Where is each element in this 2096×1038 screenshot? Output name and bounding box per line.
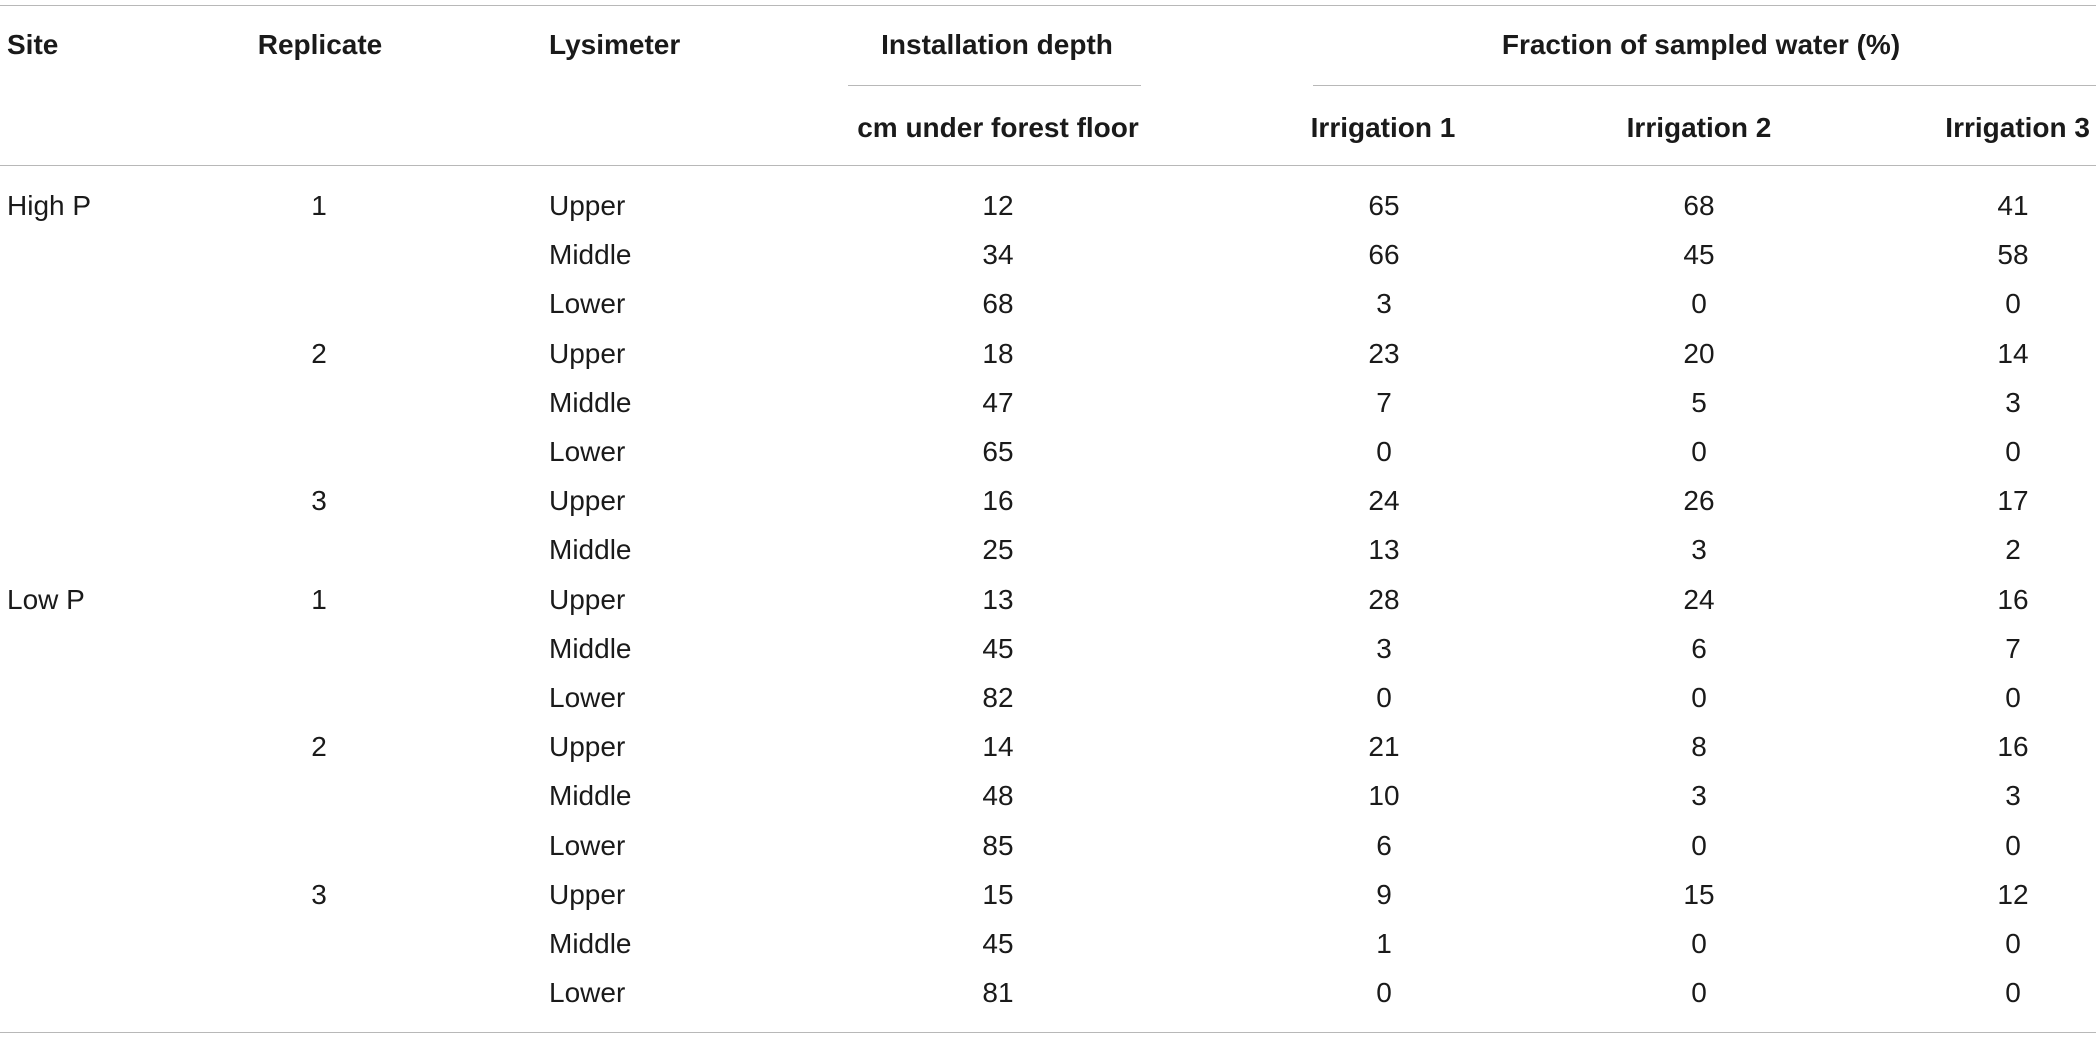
cell-irrigation-1: 21 [1368,731,1400,762]
cell-irrigation-1: 28 [1368,584,1400,615]
cell-depth: 16 [982,485,1014,516]
cell-irrigation-3: 2 [2005,534,2021,565]
cell-lysimeter: Upper [549,190,626,221]
cell-lysimeter: Lower [549,436,626,467]
cell-lysimeter: Middle [549,534,632,565]
cell-irrigation-2: 0 [1691,436,1707,467]
cell-irrigation-3: 7 [2005,633,2021,664]
cell-irrigation-2: 0 [1691,830,1707,861]
header-irrigation-3: Irrigation 3 [1945,112,2090,143]
cell-depth: 48 [982,780,1014,811]
cell-depth: 45 [982,633,1014,664]
cell-site: Low P [7,584,85,615]
cell-lysimeter: Lower [549,288,626,319]
header-bottom-rule [0,165,2096,166]
cell-depth: 85 [982,830,1014,861]
cell-irrigation-2: 0 [1691,682,1707,713]
cell-lysimeter: Middle [549,633,632,664]
cell-depth: 15 [982,879,1014,910]
cell-lysimeter: Upper [549,584,626,615]
cell-irrigation-2: 26 [1683,485,1715,516]
cell-lysimeter: Middle [549,387,632,418]
cell-irrigation-1: 13 [1368,534,1400,565]
cell-irrigation-2: 20 [1683,338,1715,369]
cell-replicate: 2 [311,731,327,762]
cell-depth: 45 [982,928,1014,959]
cell-irrigation-1: 7 [1376,387,1392,418]
cell-irrigation-3: 58 [1997,239,2029,270]
header-site: Site [7,29,59,60]
cell-irrigation-2: 6 [1691,633,1707,664]
cell-irrigation-2: 0 [1691,928,1707,959]
cell-irrigation-1: 6 [1376,830,1392,861]
cell-lysimeter: Middle [549,239,632,270]
cell-depth: 34 [982,239,1014,270]
cell-irrigation-1: 1 [1376,928,1392,959]
cell-depth: 47 [982,387,1014,418]
cell-irrigation-1: 9 [1376,879,1392,910]
cell-depth: 13 [982,584,1014,615]
cell-irrigation-2: 24 [1683,584,1715,615]
cell-irrigation-2: 68 [1683,190,1715,221]
cell-irrigation-1: 65 [1368,190,1400,221]
cell-irrigation-1: 66 [1368,239,1400,270]
cell-lysimeter: Middle [549,928,632,959]
cell-lysimeter: Upper [549,731,626,762]
cell-replicate: 1 [311,584,327,615]
cell-irrigation-3: 0 [2005,830,2021,861]
cell-irrigation-1: 0 [1376,977,1392,1008]
cell-irrigation-2: 3 [1691,780,1707,811]
cell-lysimeter: Upper [549,485,626,516]
cell-irrigation-3: 0 [2005,436,2021,467]
cell-irrigation-2: 0 [1691,977,1707,1008]
cell-lysimeter: Upper [549,879,626,910]
cell-irrigation-2: 0 [1691,288,1707,319]
cell-irrigation-3: 16 [1997,584,2029,615]
cell-irrigation-1: 23 [1368,338,1400,369]
depth-header-underline [848,85,1141,86]
cell-depth: 82 [982,682,1014,713]
cell-replicate: 2 [311,338,327,369]
header-irrigation-2: Irrigation 2 [1626,112,1772,143]
cell-irrigation-3: 3 [2005,387,2021,418]
cell-irrigation-3: 0 [2005,928,2021,959]
cell-lysimeter: Upper [549,338,626,369]
cell-depth: 81 [982,977,1014,1008]
header-fraction-sampled-water: Fraction of sampled water (%) [1501,29,1901,60]
table-top-rule [0,5,2096,6]
cell-irrigation-3: 0 [2005,288,2021,319]
table-bottom-rule [0,1032,2096,1033]
cell-depth: 65 [982,436,1014,467]
cell-irrigation-3: 14 [1997,338,2029,369]
cell-irrigation-1: 10 [1368,780,1400,811]
header-installation-depth: Installation depth [881,29,1113,60]
header-replicate: Replicate [257,29,383,60]
cell-irrigation-2: 5 [1691,387,1707,418]
cell-irrigation-3: 17 [1997,485,2029,516]
cell-irrigation-3: 0 [2005,977,2021,1008]
header-lysimeter: Lysimeter [549,29,681,60]
cell-depth: 12 [982,190,1014,221]
cell-depth: 14 [982,731,1014,762]
cell-replicate: 1 [311,190,327,221]
cell-irrigation-1: 0 [1376,436,1392,467]
cell-irrigation-2: 3 [1691,534,1707,565]
cell-irrigation-2: 8 [1691,731,1707,762]
cell-irrigation-3: 0 [2005,682,2021,713]
cell-replicate: 3 [311,879,327,910]
cell-lysimeter: Lower [549,977,626,1008]
cell-irrigation-3: 16 [1997,731,2029,762]
header-depth-unit: cm under forest floor [857,112,1139,143]
cell-depth: 68 [982,288,1014,319]
cell-lysimeter: Lower [549,830,626,861]
cell-irrigation-3: 12 [1997,879,2029,910]
cell-irrigation-3: 3 [2005,780,2021,811]
cell-depth: 25 [982,534,1014,565]
cell-irrigation-2: 45 [1683,239,1715,270]
cell-irrigation-1: 0 [1376,682,1392,713]
fraction-header-underline [1313,85,2096,86]
cell-irrigation-3: 41 [1997,190,2029,221]
cell-irrigation-1: 3 [1376,288,1392,319]
cell-irrigation-1: 3 [1376,633,1392,664]
cell-irrigation-2: 15 [1683,879,1715,910]
cell-replicate: 3 [311,485,327,516]
header-irrigation-1: Irrigation 1 [1310,112,1456,143]
cell-lysimeter: Middle [549,780,632,811]
cell-depth: 18 [982,338,1014,369]
cell-irrigation-1: 24 [1368,485,1400,516]
cell-lysimeter: Lower [549,682,626,713]
cell-site: High P [7,190,92,221]
